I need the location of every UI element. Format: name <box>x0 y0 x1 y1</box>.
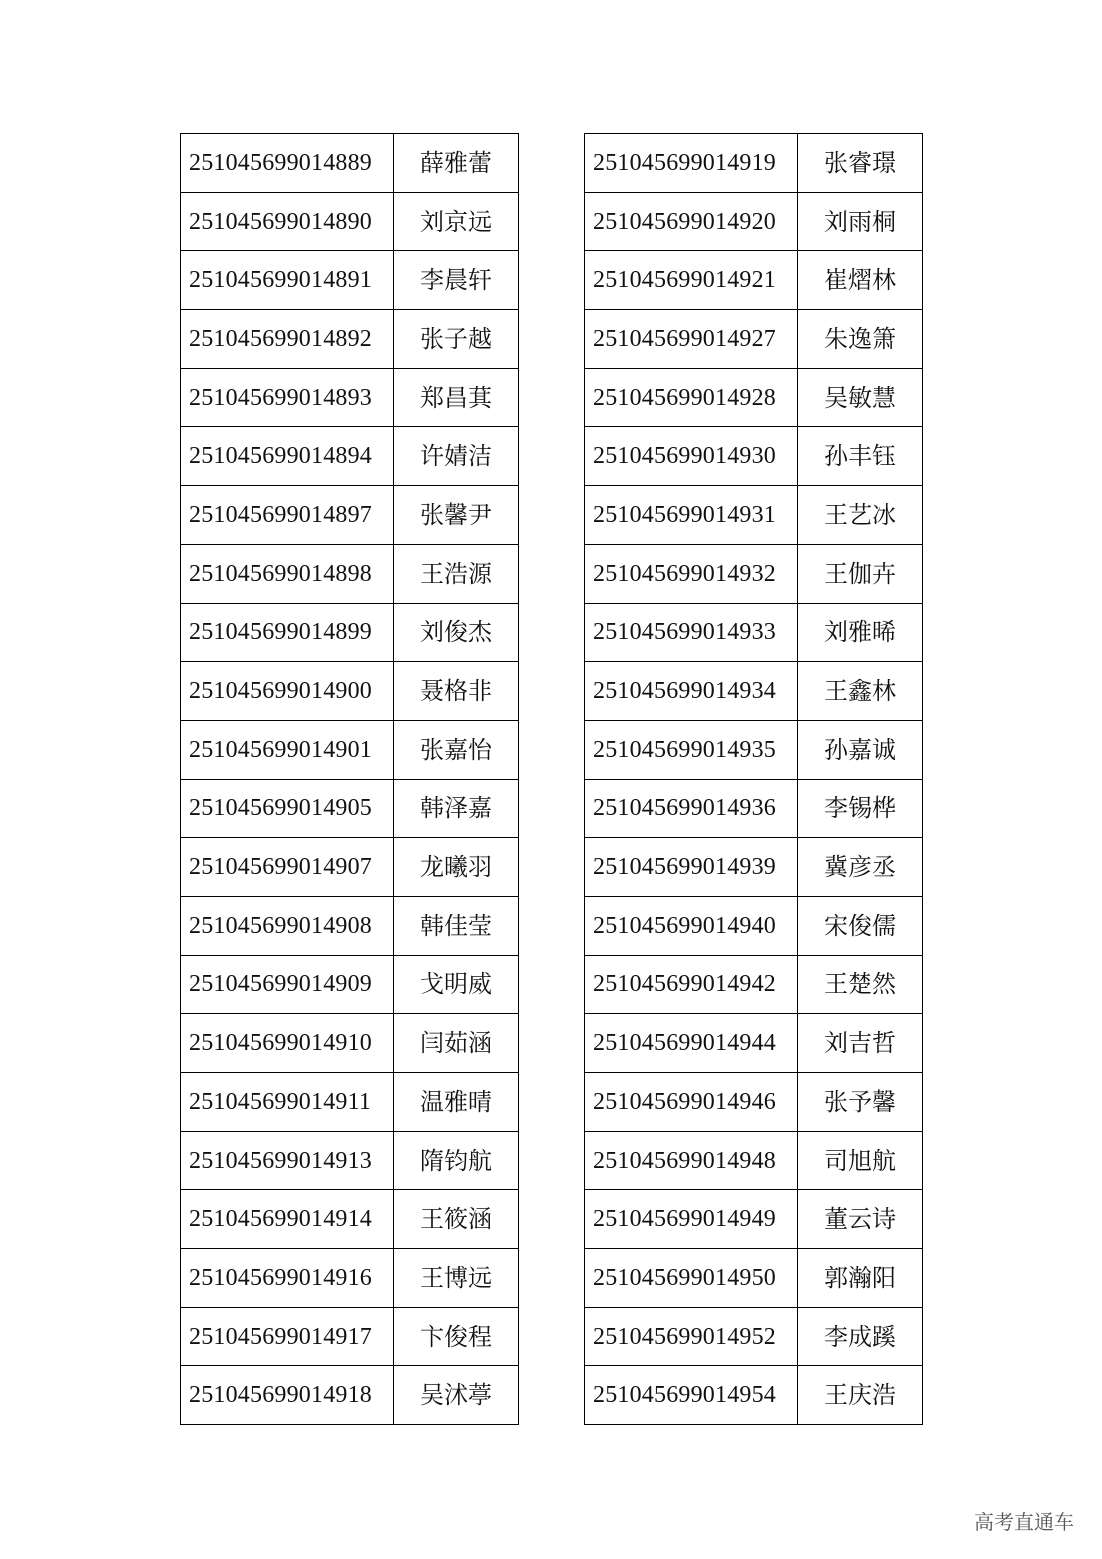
candidate-name: 闫茹涵 <box>394 1014 519 1073</box>
candidate-id: 251045699014950 <box>585 1249 798 1308</box>
table-row <box>181 1249 519 1308</box>
candidate-name: 吴沭葶 <box>394 1366 519 1425</box>
candidate-id: 251045699014927 <box>585 310 798 369</box>
candidate-name: 吴敏慧 <box>798 368 923 427</box>
left-roster-table <box>180 133 519 1425</box>
candidate-name: 刘吉哲 <box>798 1014 923 1073</box>
watermark-text: 高考直通车 <box>974 1510 1074 1534</box>
candidate-name: 王博远 <box>394 1249 519 1308</box>
candidate-id: 251045699014936 <box>585 779 798 838</box>
candidate-id: 251045699014907 <box>181 838 394 897</box>
table-row <box>585 1073 923 1132</box>
candidate-name: 王艺冰 <box>798 486 923 545</box>
candidate-name: 薛雅蕾 <box>394 134 519 193</box>
candidate-id: 251045699014942 <box>585 955 798 1014</box>
candidate-name: 王楚然 <box>798 955 923 1014</box>
candidate-id: 251045699014931 <box>585 486 798 545</box>
candidate-id: 251045699014948 <box>585 1131 798 1190</box>
candidate-id: 251045699014921 <box>585 251 798 310</box>
candidate-name: 刘京远 <box>394 192 519 251</box>
candidate-id: 251045699014939 <box>585 838 798 897</box>
candidate-id: 251045699014933 <box>585 603 798 662</box>
left-roster-body <box>181 134 519 1425</box>
table-row <box>181 662 519 721</box>
candidate-name: 冀彦丞 <box>798 838 923 897</box>
candidate-name: 王浩源 <box>394 544 519 603</box>
table-row <box>181 251 519 310</box>
candidate-id: 251045699014954 <box>585 1366 798 1425</box>
table-row <box>181 1073 519 1132</box>
candidate-id: 251045699014900 <box>181 662 394 721</box>
table-row <box>585 1131 923 1190</box>
table-row <box>181 192 519 251</box>
table-row <box>181 1014 519 1073</box>
right-roster-body <box>585 134 923 1425</box>
candidate-name: 温雅晴 <box>394 1073 519 1132</box>
candidate-id: 251045699014916 <box>181 1249 394 1308</box>
table-row <box>585 1366 923 1425</box>
table-row <box>585 1190 923 1249</box>
candidate-name: 宋俊儒 <box>798 896 923 955</box>
table-row <box>585 192 923 251</box>
candidate-id: 251045699014935 <box>585 720 798 779</box>
candidate-name: 隋钧航 <box>394 1131 519 1190</box>
table-row <box>181 779 519 838</box>
candidate-name: 朱逸箫 <box>798 310 923 369</box>
candidate-name: 韩佳莹 <box>394 896 519 955</box>
candidate-name: 李晨轩 <box>394 251 519 310</box>
candidate-id: 251045699014889 <box>181 134 394 193</box>
candidate-name: 王筱涵 <box>394 1190 519 1249</box>
candidate-name: 董云诗 <box>798 1190 923 1249</box>
candidate-id: 251045699014918 <box>181 1366 394 1425</box>
table-row <box>585 134 923 193</box>
candidate-id: 251045699014911 <box>181 1073 394 1132</box>
candidate-name: 李成蹊 <box>798 1307 923 1366</box>
candidate-id: 251045699014946 <box>585 1073 798 1132</box>
table-row <box>181 720 519 779</box>
candidate-id: 251045699014897 <box>181 486 394 545</box>
candidate-name: 司旭航 <box>798 1131 923 1190</box>
right-roster-table <box>584 133 923 1425</box>
candidate-id: 251045699014952 <box>585 1307 798 1366</box>
table-row <box>585 251 923 310</box>
candidate-id: 251045699014932 <box>585 544 798 603</box>
candidate-name: 张嘉怡 <box>394 720 519 779</box>
table-row <box>181 368 519 427</box>
table-row <box>181 1307 519 1366</box>
candidate-name: 刘雨桐 <box>798 192 923 251</box>
candidate-name: 卞俊程 <box>394 1307 519 1366</box>
table-row <box>585 896 923 955</box>
candidate-id: 251045699014891 <box>181 251 394 310</box>
table-row <box>181 134 519 193</box>
candidate-id: 251045699014913 <box>181 1131 394 1190</box>
candidate-name: 王庆浩 <box>798 1366 923 1425</box>
table-row <box>585 779 923 838</box>
table-row <box>585 427 923 486</box>
candidate-id: 251045699014899 <box>181 603 394 662</box>
table-row <box>585 1249 923 1308</box>
candidate-name: 崔熠林 <box>798 251 923 310</box>
candidate-id: 251045699014914 <box>181 1190 394 1249</box>
table-row <box>181 544 519 603</box>
candidate-id: 251045699014892 <box>181 310 394 369</box>
table-row <box>585 838 923 897</box>
candidate-id: 251045699014940 <box>585 896 798 955</box>
candidate-id: 251045699014944 <box>585 1014 798 1073</box>
table-row <box>585 603 923 662</box>
candidate-name: 张馨尹 <box>394 486 519 545</box>
candidate-name: 龙曦羽 <box>394 838 519 897</box>
candidate-id: 251045699014894 <box>181 427 394 486</box>
candidate-id: 251045699014934 <box>585 662 798 721</box>
table-row <box>585 544 923 603</box>
candidate-name: 戈明威 <box>394 955 519 1014</box>
candidate-id: 251045699014890 <box>181 192 394 251</box>
candidate-name: 郭瀚阳 <box>798 1249 923 1308</box>
table-row <box>585 368 923 427</box>
candidate-id: 251045699014928 <box>585 368 798 427</box>
candidate-name: 张睿璟 <box>798 134 923 193</box>
candidate-name: 孙嘉诚 <box>798 720 923 779</box>
candidate-name: 孙丰钰 <box>798 427 923 486</box>
table-row <box>585 310 923 369</box>
table-row <box>181 486 519 545</box>
candidate-id: 251045699014910 <box>181 1014 394 1073</box>
candidate-name: 张子越 <box>394 310 519 369</box>
table-row <box>181 1190 519 1249</box>
candidate-id: 251045699014949 <box>585 1190 798 1249</box>
candidate-name: 许婧洁 <box>394 427 519 486</box>
candidate-name: 李锡桦 <box>798 779 923 838</box>
candidate-name: 郑昌萁 <box>394 368 519 427</box>
table-row <box>585 486 923 545</box>
candidate-id: 251045699014930 <box>585 427 798 486</box>
candidate-id: 251045699014920 <box>585 192 798 251</box>
table-row <box>181 838 519 897</box>
candidate-id: 251045699014901 <box>181 720 394 779</box>
candidate-id: 251045699014898 <box>181 544 394 603</box>
candidate-name: 王伽卉 <box>798 544 923 603</box>
candidate-name: 刘俊杰 <box>394 603 519 662</box>
candidate-id: 251045699014919 <box>585 134 798 193</box>
table-row <box>181 427 519 486</box>
candidate-name: 韩泽嘉 <box>394 779 519 838</box>
candidate-id: 251045699014909 <box>181 955 394 1014</box>
table-row <box>181 310 519 369</box>
candidate-id: 251045699014917 <box>181 1307 394 1366</box>
table-row <box>585 955 923 1014</box>
candidate-name: 刘雅晞 <box>798 603 923 662</box>
candidate-name: 聂格非 <box>394 662 519 721</box>
table-row <box>585 720 923 779</box>
table-row <box>585 1307 923 1366</box>
table-row <box>181 603 519 662</box>
candidate-id: 251045699014908 <box>181 896 394 955</box>
table-row <box>181 896 519 955</box>
table-row <box>181 1131 519 1190</box>
candidate-name: 王鑫林 <box>798 662 923 721</box>
table-row <box>585 1014 923 1073</box>
table-row <box>181 1366 519 1425</box>
table-row <box>181 955 519 1014</box>
candidate-name: 张予馨 <box>798 1073 923 1132</box>
table-row <box>585 662 923 721</box>
candidate-id: 251045699014893 <box>181 368 394 427</box>
candidate-id: 251045699014905 <box>181 779 394 838</box>
